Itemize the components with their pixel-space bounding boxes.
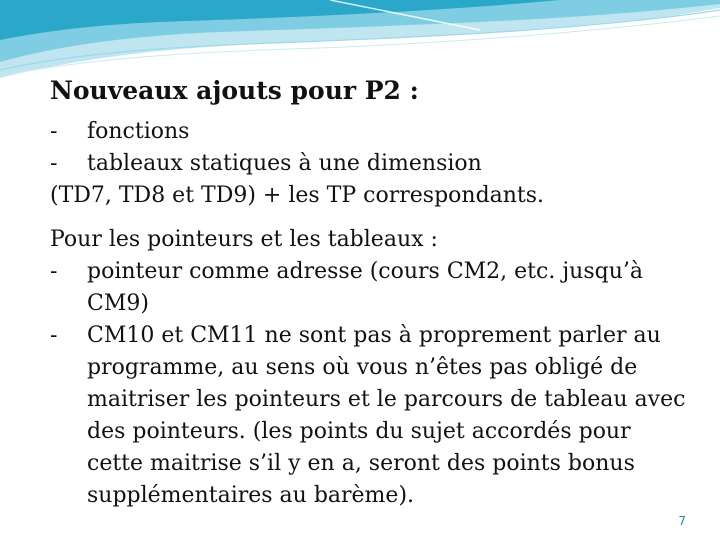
section-intro: Pour les pointeurs et les tableaux : bbox=[50, 227, 438, 252]
page-number: 7 bbox=[678, 514, 686, 528]
list-item-text: tableaux statiques à une dimension bbox=[87, 151, 482, 176]
list-item bbox=[50, 320, 690, 512]
spacer bbox=[50, 212, 690, 224]
list-dash: - bbox=[50, 119, 58, 144]
list-item-text: pointeur comme adresse (cours CM2, etc. jusqu’à CM9) bbox=[87, 259, 643, 316]
list-item-text: CM10 et CM11 ne sont pas à proprement parler au programme, au sens où vous n’êtes pas obligé de maitriser les pointeurs et le parcours de tableau avec des pointeurs. (les points du sujet accordés pour cette maitrise s’il y en a, seront des points bonus supplémentaires au barème). bbox=[87, 323, 686, 508]
list-item bbox=[50, 116, 690, 148]
list-dash: - bbox=[50, 151, 58, 176]
list-dash: - bbox=[50, 323, 58, 348]
list-item bbox=[50, 148, 690, 180]
list-item-text: fonctions bbox=[87, 119, 190, 144]
slide-content bbox=[50, 74, 690, 512]
list-item bbox=[50, 256, 690, 320]
slide-title: Nouveaux ajouts pour P2 : bbox=[50, 76, 419, 105]
list-dash: - bbox=[50, 259, 58, 284]
paragraph-line: (TD7, TD8 et TD9) + les TP correspondants. bbox=[50, 183, 545, 208]
